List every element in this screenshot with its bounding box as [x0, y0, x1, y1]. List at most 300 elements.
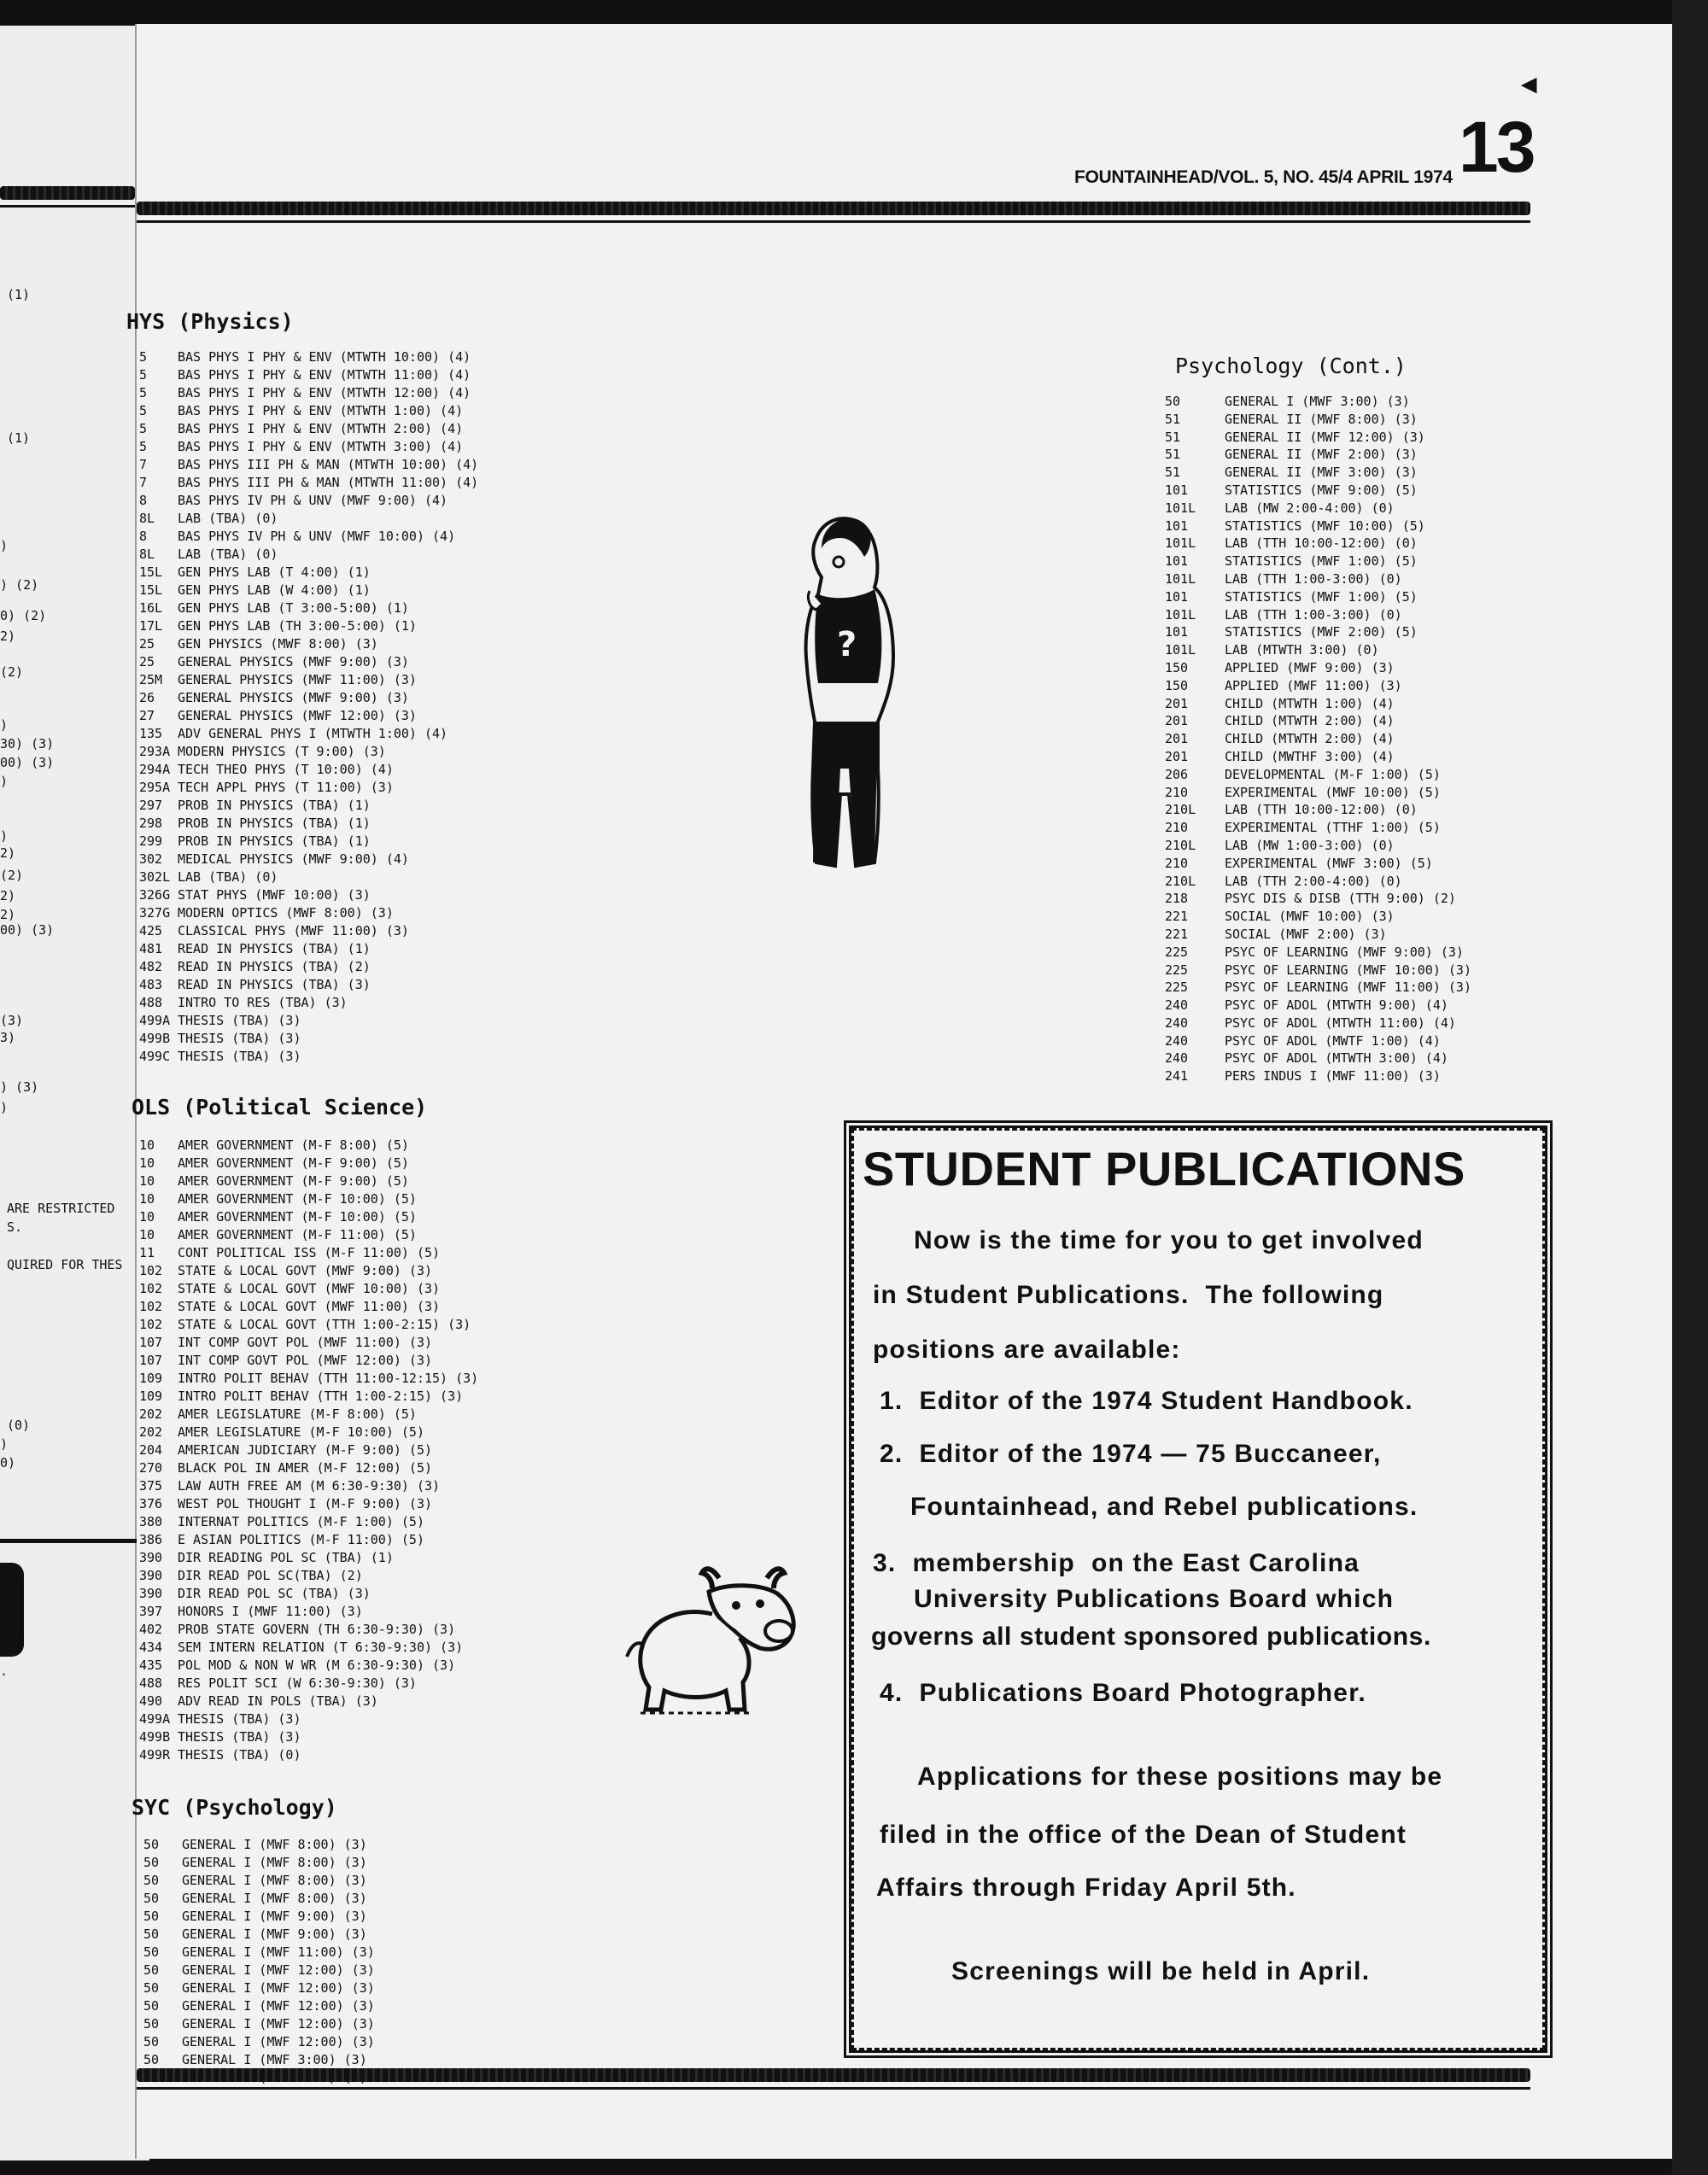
course-row — [1165, 801, 1471, 819]
course-row — [1165, 1032, 1471, 1050]
course-description: SOCIAL (MWF 10:00) (3) — [1225, 909, 1395, 925]
course-number: 499A — [139, 1013, 171, 1028]
course-description: RES POLIT SCI (W 6:30-9:30) (3) — [178, 1675, 417, 1691]
course-description: GENERAL I (MWF 12:00) (3) — [182, 2034, 375, 2049]
publications-line: Screenings will be held in April. — [951, 1957, 1371, 1985]
course-row — [1165, 500, 1471, 517]
course-row — [1165, 712, 1471, 730]
course-row — [139, 833, 478, 851]
course-row — [1165, 553, 1471, 570]
course-description: BAS PHYS III PH & MAN (MTWTH 10:00) (4) — [178, 457, 479, 472]
course-row — [143, 1854, 375, 1872]
course-number: 7 — [139, 457, 148, 472]
course-row — [139, 546, 478, 564]
course-number: 50 — [143, 1873, 160, 1888]
course-row — [139, 779, 478, 797]
course-description: PROB IN PHYSICS (TBA) (1) — [178, 798, 371, 813]
course-row — [1165, 588, 1471, 606]
previous-page-divider — [0, 1539, 137, 1543]
course-description: PERS INDUS I (MWF 11:00) (3) — [1225, 1068, 1441, 1085]
course-description: AMER GOVERNMENT (M-F 9:00) (5) — [178, 1173, 409, 1189]
course-row — [139, 1639, 478, 1657]
course-number: 206 — [1165, 766, 1189, 782]
course-row — [1165, 819, 1471, 837]
course-description: INTRO TO RES (TBA) (3) — [178, 995, 348, 1010]
course-row — [1165, 393, 1471, 411]
course-number: 499B — [139, 1729, 171, 1745]
course-description: LAB (MW 1:00-3:00) (0) — [1225, 837, 1395, 853]
course-row — [139, 1244, 478, 1262]
header-rule-thin — [137, 220, 1530, 223]
course-description: CONT POLITICAL ISS (M-F 11:00) (5) — [178, 1245, 441, 1260]
course-description: DEVELOPMENTAL (M-F 1:00) (5) — [1225, 766, 1441, 782]
course-number: 302 — [139, 851, 163, 867]
course-row — [1165, 411, 1471, 429]
course-row — [1165, 1067, 1471, 1085]
course-description: GEN PHYS LAB (T 4:00) (1) — [178, 564, 371, 580]
course-number: 50 — [143, 1944, 160, 1960]
course-row — [139, 1567, 478, 1585]
course-number: 240 — [1165, 1014, 1189, 1031]
course-row — [143, 1872, 375, 1890]
course-number: 221 — [1165, 926, 1189, 942]
course-row — [139, 1352, 478, 1370]
course-row — [139, 922, 478, 940]
course-description: PROB STATE GOVERN (TH 6:30-9:30) (3) — [178, 1622, 456, 1637]
text-fragment: 0) — [0, 1455, 16, 1470]
course-number: 241 — [1165, 1068, 1189, 1085]
course-description: PSYC OF ADOL (MWTF 1:00) (4) — [1225, 1032, 1441, 1049]
course-number: 270 — [139, 1460, 163, 1476]
course-row — [1165, 429, 1471, 447]
course-description: GENERAL PHYSICS (MWF 12:00) (3) — [178, 708, 417, 723]
course-description: TECH APPL PHYS (T 11:00) (3) — [178, 780, 394, 795]
course-number: 202 — [139, 1424, 163, 1440]
course-row — [1165, 855, 1471, 873]
course-row — [139, 1406, 478, 1424]
course-row — [1165, 837, 1471, 855]
course-row — [139, 402, 478, 420]
course-description: WEST POL THOUGHT I (M-F 9:00) (3) — [178, 1496, 433, 1511]
course-number: 210L — [1165, 873, 1196, 889]
publications-line: Now is the time for you to get involved — [914, 1226, 1424, 1254]
course-description: THESIS (TBA) (0) — [178, 1747, 301, 1763]
course-number: 488 — [139, 995, 163, 1010]
text-fragment: ) — [0, 774, 9, 789]
course-row — [139, 1531, 478, 1549]
footer-rule-thin — [137, 2087, 1530, 2090]
course-row — [139, 1048, 478, 1066]
course-number: 101 — [1165, 588, 1189, 605]
pols-heading: OLS (Political Science) — [132, 1095, 428, 1120]
course-description: STATISTICS (MWF 9:00) (5) — [1225, 482, 1418, 498]
course-number: 102 — [139, 1299, 163, 1314]
course-description: AMER GOVERNMENT (M-F 10:00) (5) — [178, 1191, 417, 1207]
course-number: 297 — [139, 798, 163, 813]
course-number: 202 — [139, 1406, 163, 1422]
course-number: 50 — [143, 1927, 160, 1942]
course-description: DIR READ POL SC (TBA) (3) — [178, 1586, 371, 1601]
course-row — [139, 1172, 478, 1190]
course-row — [143, 1979, 375, 1997]
course-number: 218 — [1165, 891, 1189, 907]
publications-line: 4. Publications Board Photographer. — [880, 1679, 1366, 1707]
course-row — [1165, 606, 1471, 624]
course-number: 101 — [1165, 482, 1189, 498]
course-number: 488 — [139, 1675, 163, 1691]
course-row — [1165, 695, 1471, 713]
course-number: 150 — [1165, 659, 1189, 675]
course-description: LAB (TBA) (0) — [178, 547, 278, 562]
course-number: 5 — [139, 367, 148, 383]
course-description: INTRO POLIT BEHAV (TTH 1:00-2:15) (3) — [178, 1389, 464, 1404]
course-description: STATISTICS (MWF 1:00) (5) — [1225, 588, 1418, 605]
course-number: 376 — [139, 1496, 163, 1511]
course-number: 204 — [139, 1442, 163, 1458]
course-number: 397 — [139, 1604, 163, 1619]
course-number: 225 — [1165, 979, 1189, 996]
course-number: 225 — [1165, 962, 1189, 978]
course-row — [139, 1477, 478, 1495]
course-row — [1165, 482, 1471, 500]
course-number: 50 — [1165, 394, 1181, 409]
course-description: GEN PHYS LAB (T 3:00-5:00) (1) — [178, 600, 409, 616]
course-number: 380 — [139, 1514, 163, 1529]
previous-page-rule-thin — [0, 205, 135, 208]
course-number: 386 — [139, 1532, 163, 1547]
course-row — [139, 1675, 478, 1693]
course-number: 294A — [139, 762, 171, 777]
course-description: GENERAL I (MWF 3:00) (3) — [182, 2052, 367, 2067]
course-description: PSYC OF LEARNING (MWF 9:00) (3) — [1225, 944, 1464, 960]
course-description: APPLIED (MWF 11:00) (3) — [1225, 677, 1402, 693]
text-fragment: 00) (3) — [0, 922, 55, 938]
course-number: 482 — [139, 959, 163, 974]
course-row — [139, 1495, 478, 1513]
course-number: 240 — [1165, 1032, 1189, 1049]
course-row — [139, 1155, 478, 1172]
scanner-background — [1672, 0, 1708, 2175]
course-row — [1165, 677, 1471, 695]
course-row — [139, 940, 478, 958]
course-number: 10 — [139, 1227, 155, 1242]
course-description: LAB (TBA) (0) — [178, 511, 278, 526]
course-number: 240 — [1165, 1050, 1189, 1067]
course-number: 109 — [139, 1389, 163, 1404]
course-description: AMERICAN JUDICIARY (M-F 9:00) (5) — [178, 1442, 433, 1458]
course-number: 293A — [139, 744, 171, 759]
text-fragment: (0) — [7, 1418, 31, 1433]
course-row — [139, 904, 478, 922]
course-number: 499R — [139, 1747, 171, 1763]
course-row — [139, 438, 478, 456]
course-description: GENERAL I (MWF 9:00) (3) — [182, 1909, 367, 1924]
course-description: STATISTICS (MWF 1:00) (5) — [1225, 553, 1418, 570]
course-description: THESIS (TBA) (3) — [178, 1031, 301, 1046]
course-description: GENERAL I (MWF 12:00) (3) — [182, 1998, 375, 2014]
course-description: LAB (TTH 2:00-4:00) (0) — [1225, 873, 1402, 889]
course-number: 201 — [1165, 731, 1189, 747]
course-number: 210 — [1165, 855, 1189, 871]
course-number: 375 — [139, 1478, 163, 1494]
course-number: 8 — [139, 529, 148, 544]
course-row — [139, 868, 478, 886]
course-row — [1165, 1014, 1471, 1032]
text-fragment: 2) — [0, 629, 16, 644]
course-description: EXPERIMENTAL (TTHF 1:00) (5) — [1225, 820, 1441, 836]
course-row — [1165, 641, 1471, 659]
course-number: 51 — [1165, 465, 1181, 481]
course-row — [1165, 464, 1471, 482]
psyc-course-list — [143, 1836, 375, 2087]
course-row — [139, 1030, 478, 1048]
course-description: PSYC OF ADOL (MTWTH 3:00) (4) — [1225, 1050, 1448, 1067]
text-fragment: 00) (3) — [0, 755, 55, 770]
course-description: PSYC OF ADOL (MTWTH 9:00) (4) — [1225, 997, 1448, 1014]
course-number: 210L — [1165, 837, 1196, 853]
course-description: PROB IN PHYSICS (TBA) (1) — [178, 833, 371, 849]
course-row — [139, 1316, 478, 1334]
course-description: LAB (TTH 10:00-12:00) (0) — [1225, 535, 1418, 552]
course-description: LAB (MW 2:00-4:00) (0) — [1225, 500, 1395, 516]
course-row — [143, 2051, 375, 2069]
course-description: INT COMP GOVT POL (MWF 12:00) (3) — [178, 1353, 433, 1368]
course-description: LAW AUTH FREE AM (M 6:30-9:30) (3) — [178, 1478, 441, 1494]
course-row — [139, 1459, 478, 1477]
course-number: 50 — [143, 1855, 160, 1870]
course-row — [139, 528, 478, 546]
course-number: 483 — [139, 977, 163, 992]
course-description: GENERAL II (MWF 12:00) (3) — [1225, 429, 1425, 445]
binding-tab — [0, 1563, 24, 1657]
course-number: 11 — [139, 1245, 155, 1260]
issue-line: FOUNTAINHEAD/VOL. 5, NO. 45/4 APRIL 1974 — [1074, 167, 1453, 187]
course-number: 101 — [1165, 624, 1189, 640]
course-description: GENERAL I (MWF 8:00) (3) — [182, 1837, 367, 1852]
course-number: 51 — [1165, 429, 1181, 445]
course-row — [143, 1890, 375, 1908]
course-row — [139, 1262, 478, 1280]
text-fragment: . — [0, 1663, 9, 1679]
course-description: GENERAL II (MWF 8:00) (3) — [1225, 411, 1418, 427]
course-row — [139, 420, 478, 438]
course-description: PSYC OF ADOL (MTWTH 11:00) (4) — [1225, 1014, 1456, 1031]
course-description: GENERAL PHYSICS (MWF 9:00) (3) — [178, 654, 409, 669]
course-row — [139, 797, 478, 815]
course-description: STATE & LOCAL GOVT (MWF 9:00) (3) — [178, 1263, 433, 1278]
course-number: 210 — [1165, 820, 1189, 836]
course-row — [139, 1549, 478, 1567]
course-number: 201 — [1165, 713, 1189, 729]
course-row — [139, 1208, 478, 1226]
course-description: STATE & LOCAL GOVT (TTH 1:00-2:15) (3) — [178, 1317, 471, 1332]
course-row — [139, 1424, 478, 1441]
course-description: PSYC OF LEARNING (MWF 11:00) (3) — [1225, 979, 1471, 996]
course-number: 101L — [1165, 500, 1196, 516]
publications-line: Affairs through Friday April 5th. — [876, 1874, 1296, 1902]
course-number: 102 — [139, 1317, 163, 1332]
course-description: GENERAL II (MWF 3:00) (3) — [1225, 465, 1418, 481]
course-number: 425 — [139, 923, 163, 938]
publications-line: positions are available: — [873, 1336, 1181, 1364]
course-description: BAS PHYS I PHY & ENV (MTWTH 1:00) (4) — [178, 403, 464, 418]
course-description: THESIS (TBA) (3) — [178, 1049, 301, 1064]
course-description: AMER LEGISLATURE (M-F 10:00) (5) — [178, 1424, 424, 1440]
course-row — [1165, 517, 1471, 535]
course-row — [139, 492, 478, 510]
course-row — [139, 1603, 478, 1621]
text-fragment: ) — [0, 717, 9, 733]
course-row — [139, 958, 478, 976]
text-fragment: (2) — [0, 868, 24, 883]
course-row — [139, 994, 478, 1012]
course-number: 299 — [139, 833, 163, 849]
course-row — [143, 1926, 375, 1944]
course-number: 109 — [139, 1371, 163, 1386]
course-number: 5 — [139, 439, 148, 454]
psyc-heading: SYC (Psychology) — [132, 1795, 337, 1820]
course-number: 50 — [143, 1891, 160, 1906]
course-number: 27 — [139, 708, 155, 723]
course-description: BAS PHYS I PHY & ENV (MTWTH 3:00) (4) — [178, 439, 464, 454]
course-row — [139, 564, 478, 582]
course-row — [139, 743, 478, 761]
course-row — [139, 366, 478, 384]
course-number: 210L — [1165, 802, 1196, 818]
course-description: CHILD (MWTHF 3:00) (4) — [1225, 748, 1395, 764]
course-description: CHILD (MTWTH 2:00) (4) — [1225, 731, 1395, 747]
publications-line: 2. Editor of the 1974 — 75 Buccaneer, — [880, 1440, 1382, 1468]
course-number: 50 — [143, 2052, 160, 2067]
course-number: 10 — [139, 1155, 155, 1171]
course-description: BAS PHYS I PHY & ENV (MTWTH 12:00) (4) — [178, 385, 471, 401]
course-number: 499C — [139, 1049, 171, 1064]
text-fragment: ARE RESTRICTED — [7, 1201, 115, 1216]
psyc-cont-heading: Psychology (Cont.) — [1175, 354, 1407, 378]
course-description: PROB IN PHYSICS (TBA) (1) — [178, 816, 371, 831]
course-row — [139, 761, 478, 779]
course-number: 5 — [139, 385, 148, 401]
course-number: 5 — [139, 403, 148, 418]
course-row — [143, 1962, 375, 1979]
course-number: 499B — [139, 1031, 171, 1046]
course-row — [139, 689, 478, 707]
text-fragment: 2) — [0, 845, 16, 861]
course-description: GEN PHYS LAB (TH 3:00-5:00) (1) — [178, 618, 417, 634]
course-number: 50 — [143, 1998, 160, 2014]
course-number: 107 — [139, 1335, 163, 1350]
text-fragment: ) — [0, 1436, 9, 1452]
header-rule — [137, 202, 1530, 215]
text-fragment: 0) (2) — [0, 608, 47, 623]
course-number: 435 — [139, 1658, 163, 1673]
course-number: 390 — [139, 1568, 163, 1583]
course-description: BAS PHYS I PHY & ENV (MTWTH 10:00) (4) — [178, 349, 471, 365]
course-row — [139, 1441, 478, 1459]
course-description: READ IN PHYSICS (TBA) (1) — [178, 941, 371, 956]
course-number: 50 — [143, 1837, 160, 1852]
course-row — [139, 653, 478, 671]
course-row — [139, 707, 478, 725]
course-row — [1165, 908, 1471, 926]
text-fragment: ) (2) — [0, 577, 39, 593]
course-row — [1165, 873, 1471, 891]
course-description: CLASSICAL PHYS (MWF 11:00) (3) — [178, 923, 409, 938]
course-description: PSYC OF LEARNING (MWF 10:00) (3) — [1225, 962, 1471, 978]
course-description: GENERAL I (MWF 12:00) (3) — [182, 1980, 375, 1996]
text-fragment: (3) — [0, 1013, 24, 1028]
course-row — [139, 1693, 478, 1710]
course-number: 10 — [139, 1137, 155, 1153]
course-number: 210 — [1165, 784, 1189, 800]
course-description: DIR READING POL SC (TBA) (1) — [178, 1550, 394, 1565]
course-description: LAB (MTWTH 3:00) (0) — [1225, 642, 1379, 658]
course-number: 201 — [1165, 748, 1189, 764]
course-row — [139, 1388, 478, 1406]
course-description: SOCIAL (MWF 2:00) (3) — [1225, 926, 1387, 942]
course-row — [143, 2033, 375, 2051]
course-number: 15L — [139, 582, 163, 598]
course-description: GENERAL I (MWF 8:00) (3) — [182, 1891, 367, 1906]
course-description: GEN PHYSICS (MWF 8:00) (3) — [178, 636, 378, 652]
course-row — [139, 1280, 478, 1298]
course-number: 51 — [1165, 411, 1181, 427]
course-number: 17L — [139, 618, 163, 634]
text-fragment: 30) (3) — [0, 736, 55, 751]
course-row — [139, 456, 478, 474]
course-row — [139, 1513, 478, 1531]
course-number: 101L — [1165, 642, 1196, 658]
course-number: 5 — [139, 421, 148, 436]
course-description: HONORS I (MWF 11:00) (3) — [178, 1604, 363, 1619]
course-row — [139, 348, 478, 366]
course-row — [1165, 570, 1471, 588]
course-description: GENERAL I (MWF 11:00) (3) — [182, 1944, 375, 1960]
course-description: ADV READ IN POLS (TBA) (3) — [178, 1693, 378, 1709]
course-number: 402 — [139, 1622, 163, 1637]
course-number: 50 — [143, 1980, 160, 1996]
course-row — [139, 474, 478, 492]
course-description: BAS PHYS I PHY & ENV (MTWTH 2:00) (4) — [178, 421, 464, 436]
course-description: GEN PHYS LAB (W 4:00) (1) — [178, 582, 371, 598]
course-row — [139, 1710, 478, 1728]
course-description: THESIS (TBA) (3) — [178, 1013, 301, 1028]
publications-line: in Student Publications. The following — [873, 1281, 1384, 1309]
course-row — [143, 2015, 375, 2033]
text-fragment: (1) — [7, 430, 31, 446]
course-number: 10 — [139, 1173, 155, 1189]
course-number: 10 — [139, 1191, 155, 1207]
course-row — [1165, 926, 1471, 944]
course-number: 327G — [139, 905, 171, 921]
course-description: GENERAL I (MWF 12:00) (3) — [182, 2016, 375, 2032]
course-description: LAB (TTH 10:00-12:00) (0) — [1225, 802, 1418, 818]
course-row — [139, 1657, 478, 1675]
course-number: 102 — [139, 1281, 163, 1296]
course-description: PSYC DIS & DISB (TTH 9:00) (2) — [1225, 891, 1456, 907]
course-row — [139, 671, 478, 689]
course-number: 101L — [1165, 606, 1196, 623]
course-description: CHILD (MTWTH 1:00) (4) — [1225, 695, 1395, 711]
course-number: 101L — [1165, 570, 1196, 587]
course-row — [1165, 784, 1471, 802]
course-description: AMER GOVERNMENT (M-F 11:00) (5) — [178, 1227, 417, 1242]
course-number: 135 — [139, 726, 163, 741]
text-fragment: QUIRED FOR THES — [7, 1257, 123, 1272]
course-row — [1165, 446, 1471, 464]
text-fragment: ) — [0, 538, 9, 553]
publications-line: University Publications Board which — [914, 1585, 1395, 1613]
